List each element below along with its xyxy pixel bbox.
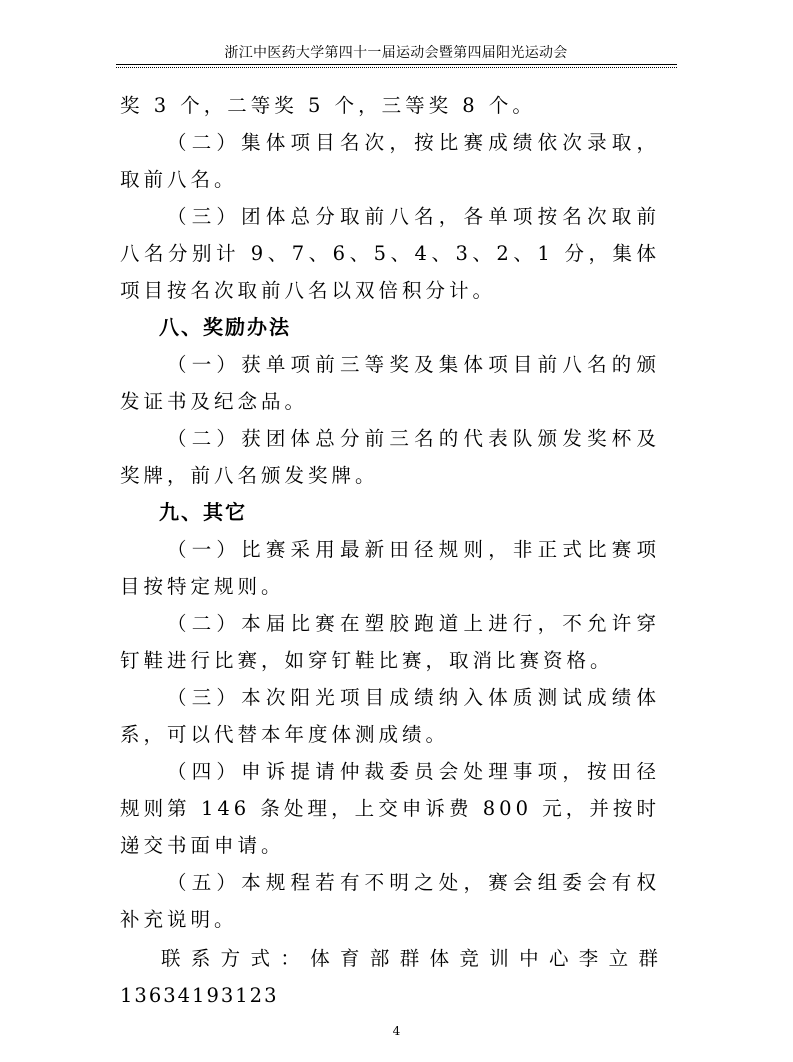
header-divider bbox=[116, 64, 677, 65]
section-heading-9: 九、其它 bbox=[159, 500, 247, 524]
paragraph-rule-3: （三）团体总分取前八名，各单项按名次取前八名分别计 9、7、6、5、4、3、2、1 分，集体项目按名次取前八名以双倍积分计。 bbox=[120, 205, 660, 302]
header-divider-dotted bbox=[116, 67, 677, 68]
paragraph-continued: 奖 3 个，二等奖 5 个，三等奖 8 个。 bbox=[120, 94, 536, 117]
contact-info: 联系方式：体育部群体竞训中心李立群 13634193123 bbox=[120, 947, 660, 1007]
paragraph-other-3: （三）本次阳光项目成绩纳入体质测试成绩体系，可以代替本年度体测成绩。 bbox=[120, 686, 660, 746]
paragraph-other-5: （五）本规程若有不明之处，赛会组委会有权补充说明。 bbox=[120, 871, 660, 931]
paragraph-award-2: （二）获团体总分前三名的代表队颁发奖杯及奖牌，前八名颁发奖牌。 bbox=[120, 427, 660, 487]
paragraph-award-1: （一）获单项前三等奖及集体项目前八名的颁发证书及纪念品。 bbox=[120, 353, 660, 413]
document-body bbox=[120, 87, 660, 1014]
page-number: 4 bbox=[392, 1024, 401, 1038]
paragraph-rule-2: （二）集体项目名次，按比赛成绩依次录取，取前八名。 bbox=[120, 131, 660, 191]
paragraph-other-1: （一）比赛采用最新田径规则，非正式比赛项目按特定规则。 bbox=[120, 538, 660, 598]
paragraph-other-4: （四）申诉提请仲裁委员会处理事项，按田径规则第 146 条处理，上交申诉费 800 元，并按时递交书面申请。 bbox=[120, 760, 660, 857]
page-header-title: 浙江中医药大学第四十一届运动会暨第四届阳光运动会 bbox=[224, 45, 568, 61]
paragraph-other-2: （二）本届比赛在塑胶跑道上进行，不允许穿钉鞋进行比赛，如穿钉鞋比赛，取消比赛资格。 bbox=[120, 612, 660, 672]
section-heading-8: 八、奖励办法 bbox=[159, 315, 291, 339]
